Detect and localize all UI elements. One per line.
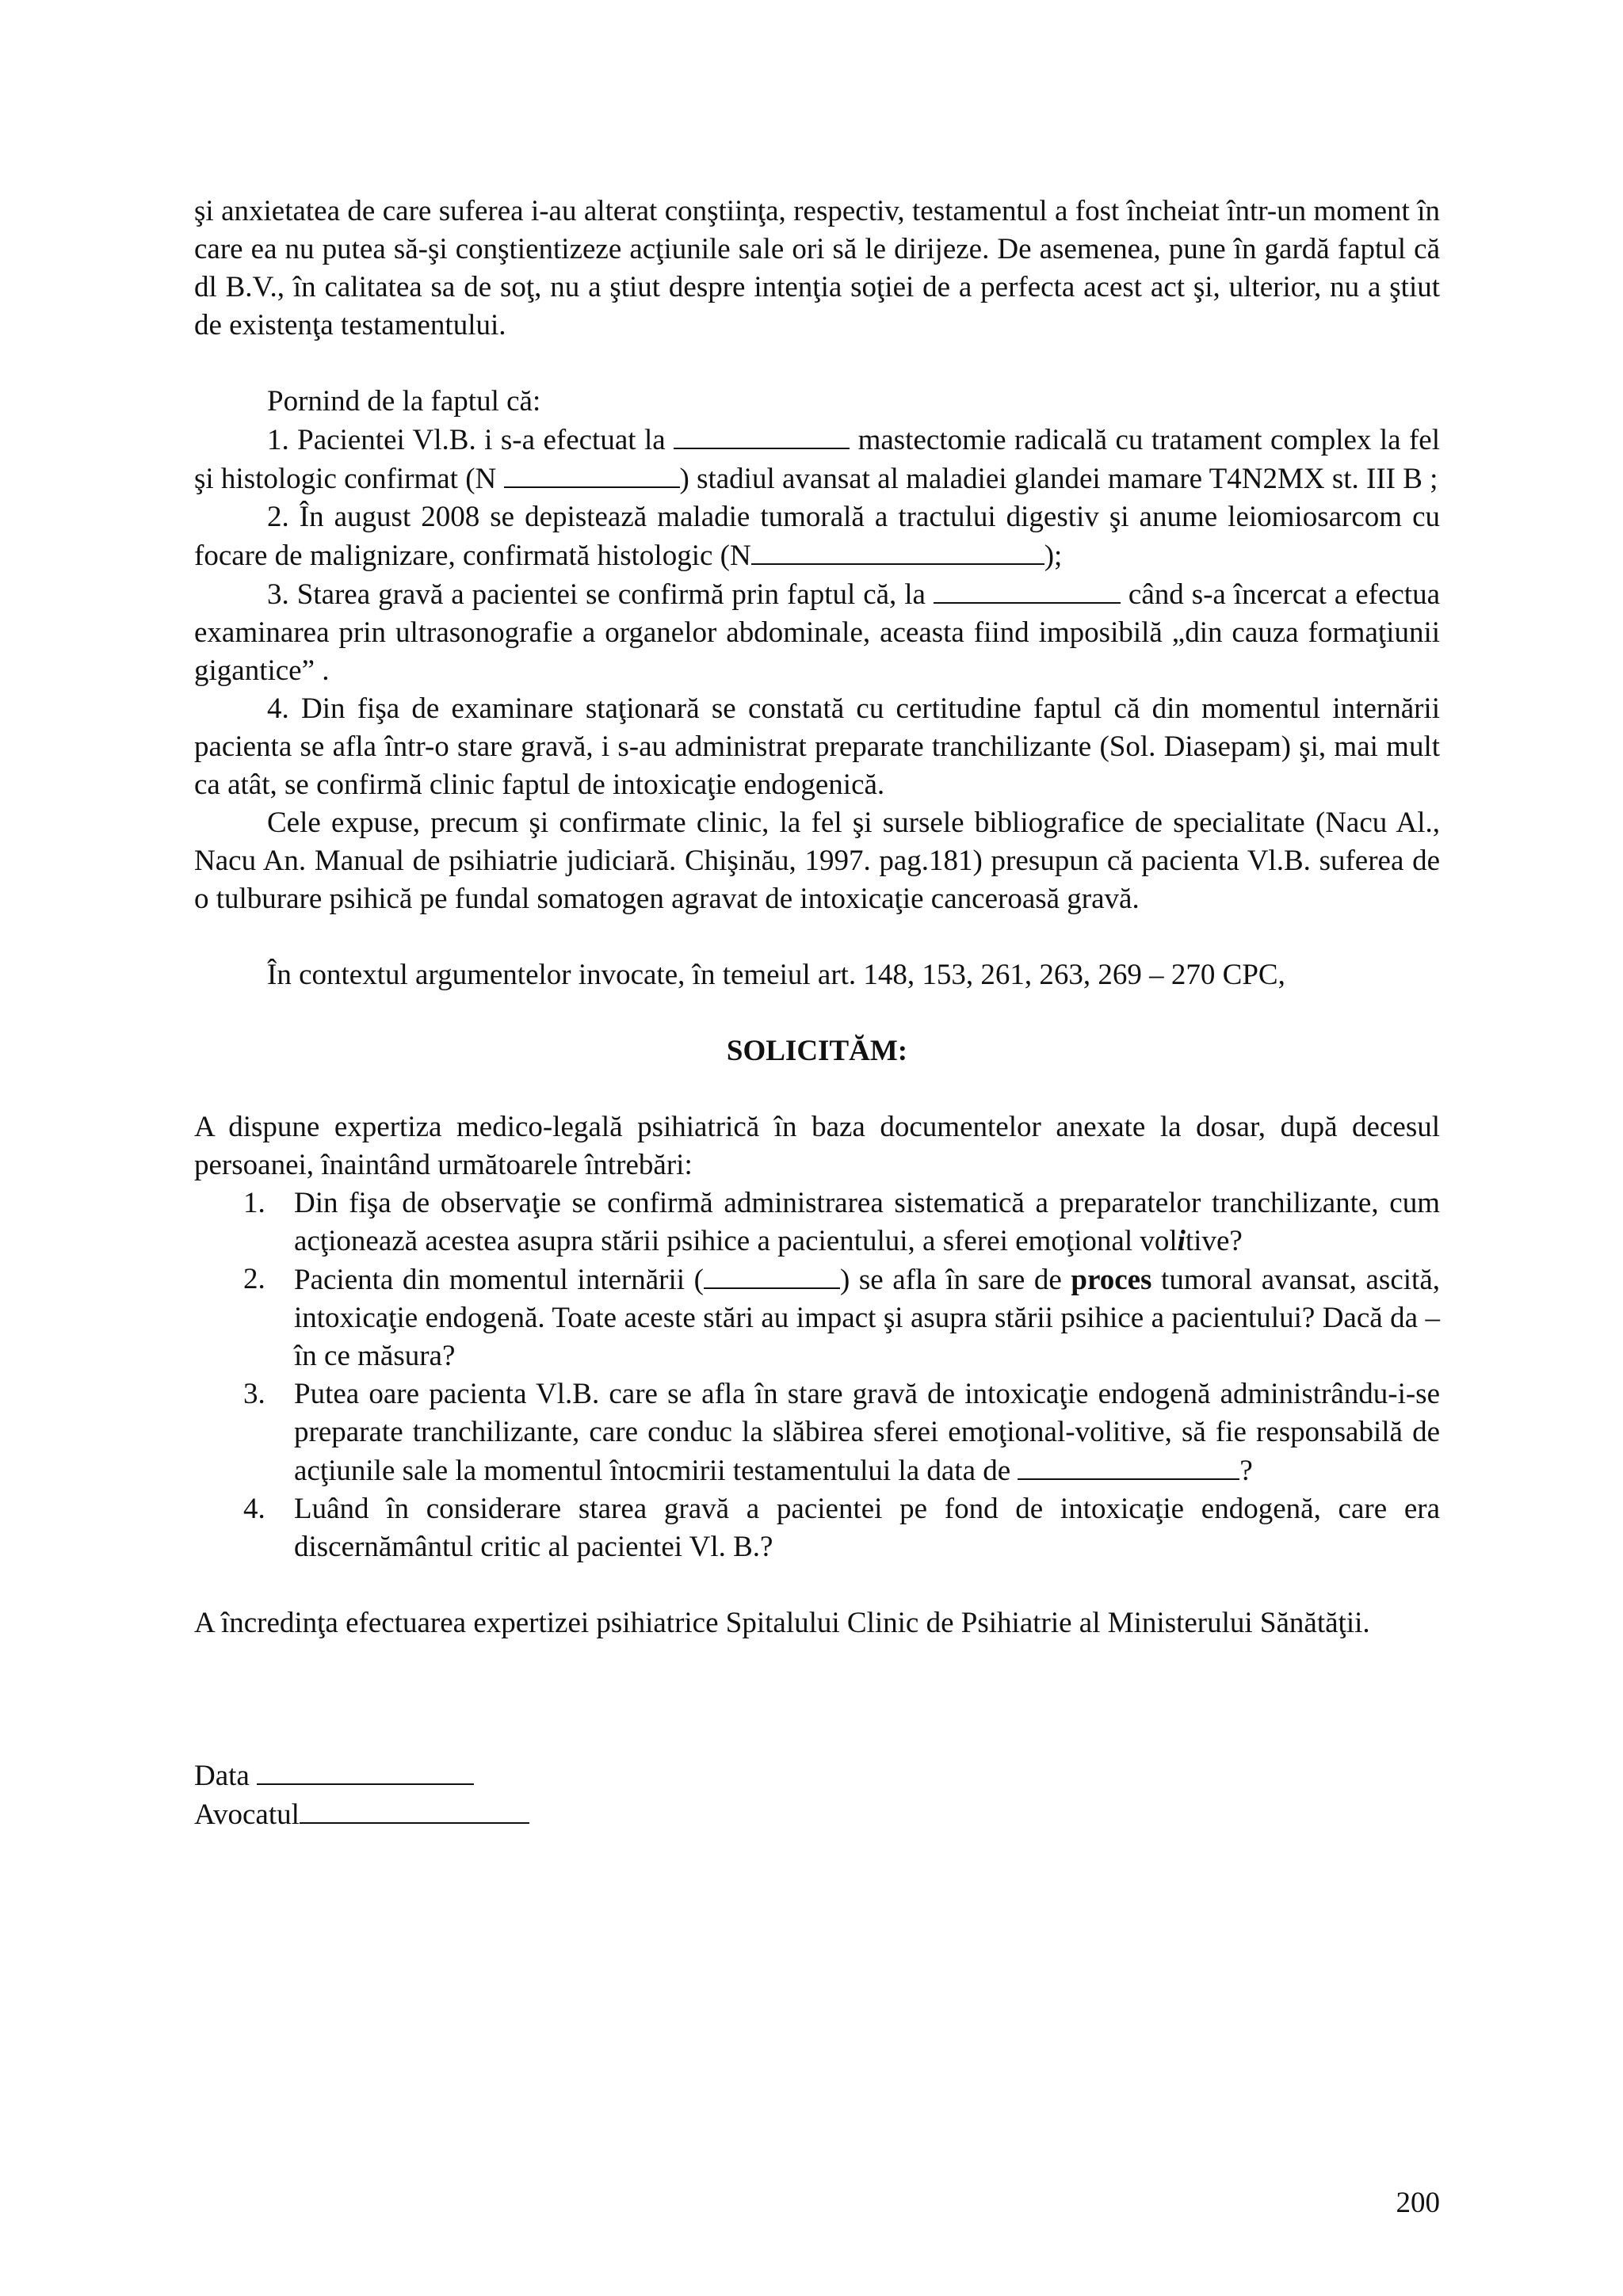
question-number: 1. xyxy=(243,1187,265,1219)
question-1 xyxy=(194,1184,1440,1261)
facts-lead: Pornind de la faptul că: xyxy=(267,385,541,418)
question-1-text-a: Din fişa de observaţie se confirmă administrarea sistematică a preparatelor tranchilizante, cum acţionează acestea asupra stării psihice a pacientului, a sferei emoţional vol xyxy=(294,1187,1440,1257)
signature-blank xyxy=(300,1795,529,1824)
fact-1-text-b: mastectomie radicală cu tratament complex la fel şi histologic confirmat (N xyxy=(194,424,1440,495)
fact-5: Cele expuse, precum şi confirmate clinic, la fel şi sursele bibliografice de specialitate (Nacu Al., Nacu An. Manual de psihiatrie judiciară. Chişinău, 1997. pag.181) presupun că pacienta Vl.B. suferea de o tulburare psihică pe fundal somatogen agravat de intoxicaţie canceroasă gravă. xyxy=(194,807,1440,915)
question-number: 3. xyxy=(243,1378,265,1410)
spacer xyxy=(194,1718,1440,1756)
lawyer-label: Avocatul xyxy=(194,1798,300,1831)
spacer xyxy=(194,1680,1440,1718)
fact-3-text-b: când s-a încercat a efectua examinarea prin ultrasonografie a organelor abdominale, aceasta fiind imposibilă „din cauza formaţiunii gigantice” . xyxy=(194,578,1441,687)
spacer xyxy=(194,1070,1440,1108)
question-3 xyxy=(194,1375,1440,1490)
fill-blank-date xyxy=(674,421,850,449)
entrust-paragraph: A încredinţa efectuarea expertizei psihiatrice Spitalului Clinic de Psihiatrie al Ministerului Sănătăţii. xyxy=(194,1607,1370,1639)
page-number: 200 xyxy=(1396,2187,1440,2219)
question-3-text-b: ? xyxy=(1239,1455,1253,1487)
spacer xyxy=(194,994,1440,1032)
question-1-emphasis: i xyxy=(1177,1225,1186,1257)
date-label: Data xyxy=(194,1760,250,1792)
fact-3 xyxy=(194,575,1440,690)
fact-4: 4. Din fişa de examinare staţionară se constată cu certitudine faptul că din momentul internării pacienta se afla într-o stare gravă, i s-au administrat preparate tranchilizante (Sol. Diasepam) şi, mai mult ca atât, se confirmă clinic faptul de intoxicaţie endogenică. xyxy=(194,692,1440,801)
questions-list xyxy=(194,1184,1440,1566)
question-1-text-c: tive? xyxy=(1185,1225,1243,1257)
fill-blank-date xyxy=(1018,1451,1239,1480)
fact-2-text-a: 2. În august 2008 se depistează maladie tumorală a tractului digestiv şi anume leiomiosarcom cu focare de malignizare, confirmată histologic (N xyxy=(194,501,1440,572)
fill-blank-number xyxy=(504,460,680,488)
question-4 xyxy=(194,1490,1440,1566)
question-2-text-a: Pacienta din momentul internării ( xyxy=(294,1264,704,1296)
spacer xyxy=(194,1566,1440,1604)
fill-blank-date xyxy=(704,1261,840,1289)
signature-date-line xyxy=(194,1756,1440,1795)
fact-2 xyxy=(194,498,1440,575)
question-2-text-c: tumoral avansat, ascită, intoxicaţie endogenă. Toate aceste stări au impact şi asupra stării psihice a pacientului? Dacă da – în ce măsura? xyxy=(294,1264,1440,1372)
section-heading: SOLICITĂM: xyxy=(726,1035,908,1067)
fact-3-text-a: 3. Starea gravă a pacientei se confirmă prin faptul că, la xyxy=(267,578,926,611)
document-page xyxy=(194,193,1440,1834)
date-blank xyxy=(257,1756,474,1785)
question-2 xyxy=(194,1261,1440,1375)
fill-blank-date xyxy=(934,575,1121,604)
spacer xyxy=(194,918,1440,956)
spacer xyxy=(194,1642,1440,1680)
question-number: 4. xyxy=(243,1493,265,1525)
spacer xyxy=(194,345,1440,383)
fact-2-text-b: ); xyxy=(1044,540,1063,572)
question-2-bold: proces xyxy=(1071,1264,1152,1296)
question-2-text-b: ) se afla în sare de xyxy=(839,1264,1062,1296)
question-number: 2. xyxy=(243,1263,265,1295)
fact-1-text-c: ) stadiul avansat al maladiei glandei mamare T4N2MX st. III B ; xyxy=(679,463,1438,495)
fact-1 xyxy=(194,421,1440,498)
intro-paragraph: şi anxietatea de care suferea i-au alterat conştiinţa, respectiv, testamentul a fost încheiat într-un moment în care ea nu putea să-şi conştientizeze acţiunile sale ori să le dirijeze. De asemenea, pune în gardă faptul că dl B.V., în calitatea sa de soţ, nu a ştiut despre intenţia soţiei de a perfecta acest act şi, ulterior, nu a ştiut de existenţa testamentului. xyxy=(194,195,1440,341)
question-4-text: Luând în considerare starea gravă a pacientei pe fond de intoxicaţie endogenă, care era discernământul critic al pacientei Vl. B.? xyxy=(294,1493,1440,1563)
fill-blank-number xyxy=(751,536,1044,565)
question-3-text-a: Putea oare pacienta Vl.B. care se afla în stare gravă de intoxicaţie endogenă administrându-i-se preparate tranchilizante, care conduc la slăbirea sferei emoţional-volitive, să fie responsabilă de acţiunile sale la momentul întocmirii testamentului la data de xyxy=(294,1378,1440,1487)
signature-lawyer-line xyxy=(194,1795,1440,1834)
fact-1-text-a: 1. Pacientei Vl.B. i s-a efectuat la xyxy=(267,424,666,456)
request-lead: A dispune expertiza medico-legală psihiatrică în baza documentelor anexate la dosar, după decesul persoanei, înaintând următoarele întrebări: xyxy=(194,1111,1440,1181)
legal-context: În contextul argumentelor invocate, în temeiul art. 148, 153, 261, 263, 269 – 270 CPC, xyxy=(267,959,1285,991)
